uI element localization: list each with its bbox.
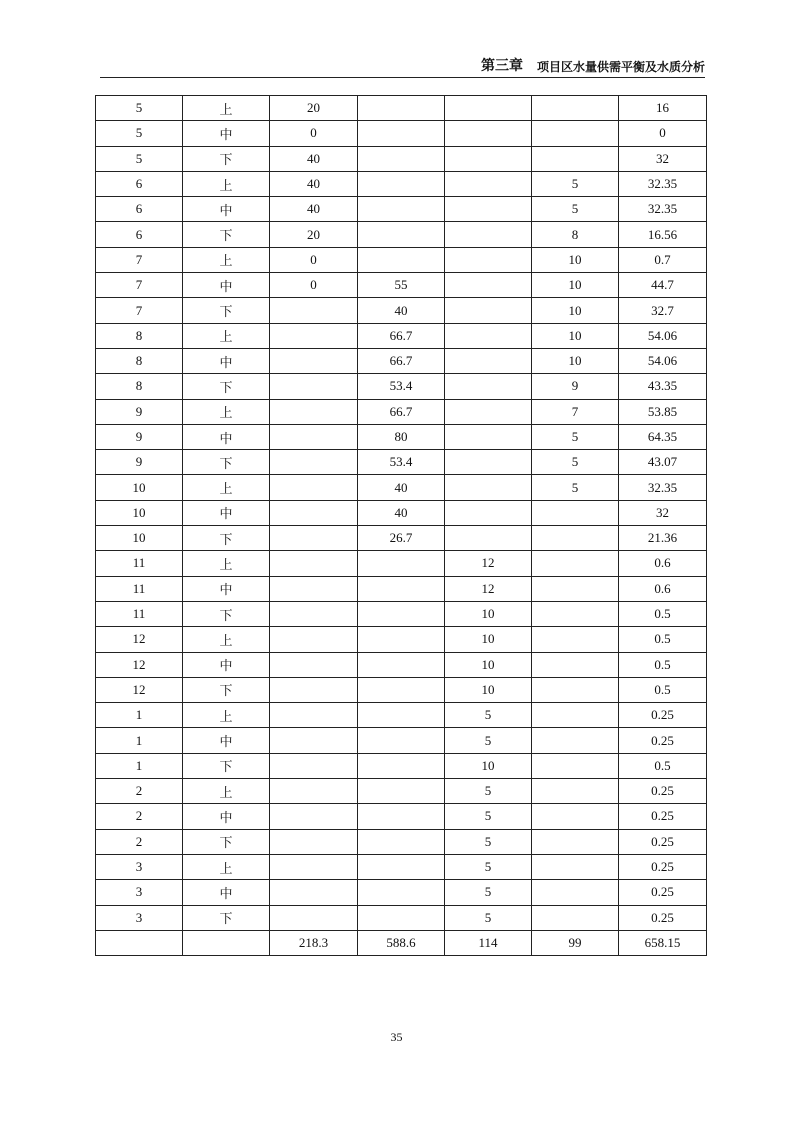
table-row	[96, 450, 707, 475]
value-col3-cell	[270, 677, 358, 702]
value-col5-cell: 10	[445, 652, 532, 677]
value-col5-cell: 10	[445, 753, 532, 778]
value-col4-cell	[358, 880, 445, 905]
total-cell: 32	[619, 500, 707, 525]
period-cell: 中	[183, 500, 270, 525]
value-col5-cell: 10	[445, 677, 532, 702]
value-col3-cell: 40	[270, 146, 358, 171]
value-col5-cell	[445, 348, 532, 373]
month-cell: 1	[96, 728, 183, 753]
total-cell: 0.6	[619, 576, 707, 601]
table-row	[96, 374, 707, 399]
total-cell: 0.25	[619, 779, 707, 804]
month-cell: 5	[96, 96, 183, 121]
month-cell: 8	[96, 374, 183, 399]
table-row	[96, 854, 707, 879]
period-cell: 下	[183, 526, 270, 551]
value-col3-cell	[270, 728, 358, 753]
period-cell: 下	[183, 601, 270, 626]
month-cell: 5	[96, 146, 183, 171]
period-cell: 上	[183, 323, 270, 348]
value-col6-cell: 9	[532, 374, 619, 399]
total-cell: 64.35	[619, 424, 707, 449]
table-row	[96, 222, 707, 247]
value-col6-cell	[532, 526, 619, 551]
value-col5-cell	[445, 171, 532, 196]
period-cell: 中	[183, 804, 270, 829]
period-cell: 上	[183, 854, 270, 879]
value-col4-cell	[358, 703, 445, 728]
value-col6-cell: 10	[532, 247, 619, 272]
value-col6-cell: 10	[532, 348, 619, 373]
value-col4-cell	[358, 576, 445, 601]
value-col3-cell	[270, 753, 358, 778]
total-cell: 0.7	[619, 247, 707, 272]
month-cell: 6	[96, 197, 183, 222]
month-cell: 3	[96, 880, 183, 905]
month-cell: 9	[96, 424, 183, 449]
value-col5-cell	[445, 500, 532, 525]
value-col4-cell	[358, 197, 445, 222]
month-cell: 11	[96, 576, 183, 601]
value-col6-cell	[532, 905, 619, 930]
month-cell: 7	[96, 273, 183, 298]
value-col3-cell: 218.3	[270, 930, 358, 955]
value-col5-cell	[445, 121, 532, 146]
value-col3-cell: 0	[270, 121, 358, 146]
value-col3-cell	[270, 450, 358, 475]
total-cell: 21.36	[619, 526, 707, 551]
chapter-number: 第三章	[480, 58, 523, 74]
table-row	[96, 273, 707, 298]
table-row	[96, 500, 707, 525]
value-col5-cell	[445, 475, 532, 500]
value-col6-cell: 7	[532, 399, 619, 424]
period-cell: 下	[183, 753, 270, 778]
value-col5-cell	[445, 273, 532, 298]
table-row	[96, 905, 707, 930]
period-cell: 上	[183, 96, 270, 121]
total-cell: 0.5	[619, 601, 707, 626]
value-col6-cell: 5	[532, 475, 619, 500]
value-col4-cell: 40	[358, 500, 445, 525]
value-col3-cell	[270, 399, 358, 424]
value-col5-cell: 5	[445, 880, 532, 905]
table-row	[96, 728, 707, 753]
month-cell: 7	[96, 298, 183, 323]
value-col6-cell	[532, 703, 619, 728]
value-col4-cell: 40	[358, 298, 445, 323]
month-cell: 8	[96, 323, 183, 348]
table-row	[96, 171, 707, 196]
total-cell: 32.35	[619, 475, 707, 500]
value-col3-cell	[270, 804, 358, 829]
value-col4-cell	[358, 779, 445, 804]
table-row	[96, 880, 707, 905]
value-col4-cell	[358, 753, 445, 778]
value-col4-cell	[358, 96, 445, 121]
total-cell: 0.25	[619, 703, 707, 728]
period-cell: 上	[183, 171, 270, 196]
month-cell: 11	[96, 601, 183, 626]
value-col5-cell: 5	[445, 728, 532, 753]
value-col5-cell: 5	[445, 829, 532, 854]
table-row	[96, 526, 707, 551]
value-col3-cell	[270, 424, 358, 449]
period-cell: 下	[183, 298, 270, 323]
value-col6-cell	[532, 146, 619, 171]
value-col6-cell	[532, 121, 619, 146]
table-row	[96, 424, 707, 449]
table-row	[96, 627, 707, 652]
value-col3-cell	[270, 880, 358, 905]
month-cell: 6	[96, 171, 183, 196]
value-col3-cell	[270, 905, 358, 930]
table-row	[96, 475, 707, 500]
period-cell: 下	[183, 222, 270, 247]
value-col6-cell: 5	[532, 197, 619, 222]
total-cell: 0.6	[619, 551, 707, 576]
value-col4-cell: 53.4	[358, 450, 445, 475]
period-cell: 中	[183, 121, 270, 146]
value-col4-cell	[358, 146, 445, 171]
period-cell: 下	[183, 905, 270, 930]
value-col6-cell: 10	[532, 273, 619, 298]
period-cell: 下	[183, 829, 270, 854]
value-col3-cell	[270, 652, 358, 677]
value-col4-cell	[358, 804, 445, 829]
value-col4-cell: 40	[358, 475, 445, 500]
table-row	[96, 703, 707, 728]
total-cell: 0.5	[619, 627, 707, 652]
period-cell: 下	[183, 146, 270, 171]
total-cell: 0	[619, 121, 707, 146]
period-cell: 中	[183, 576, 270, 601]
irrigation-data-table	[95, 95, 707, 956]
period-cell: 中	[183, 197, 270, 222]
value-col3-cell	[270, 551, 358, 576]
value-col6-cell	[532, 96, 619, 121]
value-col4-cell: 55	[358, 273, 445, 298]
value-col6-cell: 10	[532, 323, 619, 348]
value-col4-cell	[358, 728, 445, 753]
month-cell: 2	[96, 804, 183, 829]
total-cell: 16.56	[619, 222, 707, 247]
total-cell: 32	[619, 146, 707, 171]
total-cell: 0.25	[619, 880, 707, 905]
value-col4-cell	[358, 854, 445, 879]
total-cell: 43.07	[619, 450, 707, 475]
value-col3-cell	[270, 298, 358, 323]
page-header	[100, 58, 705, 78]
value-col3-cell	[270, 576, 358, 601]
period-cell: 中	[183, 728, 270, 753]
value-col5-cell	[445, 96, 532, 121]
period-cell: 上	[183, 779, 270, 804]
page-number: 35	[390, 1030, 403, 1044]
month-cell: 3	[96, 905, 183, 930]
table-row	[96, 652, 707, 677]
period-cell: 中	[183, 424, 270, 449]
value-col5-cell: 5	[445, 804, 532, 829]
value-col3-cell	[270, 374, 358, 399]
period-cell: 上	[183, 247, 270, 272]
value-col4-cell	[358, 171, 445, 196]
month-cell: 1	[96, 753, 183, 778]
table-row	[96, 753, 707, 778]
total-cell: 0.25	[619, 905, 707, 930]
value-col4-cell	[358, 677, 445, 702]
month-cell	[96, 930, 183, 955]
month-cell: 10	[96, 475, 183, 500]
month-cell: 10	[96, 526, 183, 551]
period-cell: 中	[183, 652, 270, 677]
month-cell: 7	[96, 247, 183, 272]
total-cell: 32.35	[619, 197, 707, 222]
value-col6-cell	[532, 627, 619, 652]
table-row	[96, 197, 707, 222]
value-col6-cell	[532, 804, 619, 829]
value-col4-cell: 66.7	[358, 323, 445, 348]
value-col3-cell: 0	[270, 273, 358, 298]
month-cell: 2	[96, 779, 183, 804]
value-col3-cell	[270, 500, 358, 525]
value-col5-cell	[445, 450, 532, 475]
period-cell: 中	[183, 273, 270, 298]
value-col4-cell	[358, 829, 445, 854]
month-cell: 1	[96, 703, 183, 728]
value-col3-cell	[270, 854, 358, 879]
table-row	[96, 804, 707, 829]
value-col6-cell	[532, 677, 619, 702]
table-row	[96, 96, 707, 121]
value-col6-cell	[532, 854, 619, 879]
value-col6-cell	[532, 601, 619, 626]
value-col5-cell	[445, 399, 532, 424]
value-col5-cell: 5	[445, 905, 532, 930]
value-col3-cell	[270, 627, 358, 652]
value-col5-cell: 114	[445, 930, 532, 955]
value-col4-cell: 26.7	[358, 526, 445, 551]
value-col5-cell: 5	[445, 854, 532, 879]
value-col3-cell: 40	[270, 197, 358, 222]
total-cell: 32.35	[619, 171, 707, 196]
total-cell: 0.5	[619, 677, 707, 702]
value-col3-cell	[270, 779, 358, 804]
value-col3-cell	[270, 348, 358, 373]
total-cell: 0.25	[619, 854, 707, 879]
value-col5-cell: 5	[445, 703, 532, 728]
table-row	[96, 348, 707, 373]
value-col5-cell: 12	[445, 576, 532, 601]
value-col4-cell: 53.4	[358, 374, 445, 399]
value-col4-cell	[358, 551, 445, 576]
value-col5-cell	[445, 247, 532, 272]
value-col3-cell: 20	[270, 222, 358, 247]
value-col3-cell	[270, 703, 358, 728]
value-col4-cell	[358, 247, 445, 272]
total-cell: 32.7	[619, 298, 707, 323]
value-col3-cell	[270, 829, 358, 854]
table-total-row	[96, 930, 707, 955]
total-cell: 53.85	[619, 399, 707, 424]
month-cell: 12	[96, 627, 183, 652]
value-col3-cell: 20	[270, 96, 358, 121]
total-cell: 0.5	[619, 753, 707, 778]
table-row	[96, 601, 707, 626]
value-col4-cell	[358, 905, 445, 930]
table-body	[96, 96, 707, 956]
month-cell: 3	[96, 854, 183, 879]
value-col6-cell: 8	[532, 222, 619, 247]
value-col6-cell	[532, 652, 619, 677]
value-col4-cell	[358, 222, 445, 247]
value-col5-cell: 10	[445, 601, 532, 626]
value-col5-cell	[445, 323, 532, 348]
table-row	[96, 399, 707, 424]
month-cell: 6	[96, 222, 183, 247]
month-cell: 9	[96, 450, 183, 475]
period-cell: 上	[183, 399, 270, 424]
table-row	[96, 323, 707, 348]
month-cell: 11	[96, 551, 183, 576]
value-col5-cell	[445, 146, 532, 171]
table-row	[96, 677, 707, 702]
value-col4-cell	[358, 627, 445, 652]
value-col5-cell: 12	[445, 551, 532, 576]
month-cell: 2	[96, 829, 183, 854]
value-col6-cell	[532, 880, 619, 905]
value-col3-cell	[270, 601, 358, 626]
value-col6-cell: 5	[532, 424, 619, 449]
month-cell: 8	[96, 348, 183, 373]
period-cell: 中	[183, 880, 270, 905]
value-col4-cell: 588.6	[358, 930, 445, 955]
value-col3-cell: 0	[270, 247, 358, 272]
value-col4-cell: 66.7	[358, 348, 445, 373]
value-col6-cell	[532, 551, 619, 576]
value-col4-cell: 80	[358, 424, 445, 449]
month-cell: 12	[96, 677, 183, 702]
value-col6-cell	[532, 829, 619, 854]
table-row	[96, 146, 707, 171]
value-col5-cell: 5	[445, 779, 532, 804]
period-cell: 上	[183, 703, 270, 728]
table-row	[96, 551, 707, 576]
period-cell: 下	[183, 374, 270, 399]
table-row	[96, 298, 707, 323]
total-cell: 44.7	[619, 273, 707, 298]
value-col6-cell	[532, 779, 619, 804]
period-cell	[183, 930, 270, 955]
month-cell: 5	[96, 121, 183, 146]
value-col5-cell	[445, 197, 532, 222]
value-col3-cell	[270, 526, 358, 551]
total-cell: 16	[619, 96, 707, 121]
total-cell: 658.15	[619, 930, 707, 955]
value-col4-cell	[358, 121, 445, 146]
period-cell: 上	[183, 475, 270, 500]
value-col6-cell: 5	[532, 171, 619, 196]
value-col3-cell	[270, 323, 358, 348]
value-col6-cell	[532, 753, 619, 778]
chapter-title: 项目区水量供需平衡及水质分析	[536, 60, 705, 74]
period-cell: 下	[183, 677, 270, 702]
total-cell: 0.25	[619, 829, 707, 854]
table-row	[96, 779, 707, 804]
value-col5-cell: 10	[445, 627, 532, 652]
total-cell: 43.35	[619, 374, 707, 399]
value-col3-cell	[270, 475, 358, 500]
period-cell: 下	[183, 450, 270, 475]
value-col5-cell	[445, 424, 532, 449]
total-cell: 0.5	[619, 652, 707, 677]
value-col6-cell	[532, 500, 619, 525]
value-col5-cell	[445, 298, 532, 323]
value-col4-cell	[358, 601, 445, 626]
table-row	[96, 829, 707, 854]
month-cell: 10	[96, 500, 183, 525]
value-col6-cell: 99	[532, 930, 619, 955]
value-col5-cell	[445, 222, 532, 247]
value-col6-cell	[532, 728, 619, 753]
value-col6-cell: 5	[532, 450, 619, 475]
value-col5-cell	[445, 526, 532, 551]
table-row	[96, 247, 707, 272]
value-col6-cell: 10	[532, 298, 619, 323]
period-cell: 上	[183, 551, 270, 576]
table-row	[96, 576, 707, 601]
total-cell: 54.06	[619, 323, 707, 348]
value-col5-cell	[445, 374, 532, 399]
period-cell: 上	[183, 627, 270, 652]
month-cell: 9	[96, 399, 183, 424]
total-cell: 0.25	[619, 728, 707, 753]
table-row	[96, 121, 707, 146]
total-cell: 0.25	[619, 804, 707, 829]
total-cell: 54.06	[619, 348, 707, 373]
value-col6-cell	[532, 576, 619, 601]
period-cell: 中	[183, 348, 270, 373]
value-col4-cell: 66.7	[358, 399, 445, 424]
value-col4-cell	[358, 652, 445, 677]
value-col3-cell: 40	[270, 171, 358, 196]
month-cell: 12	[96, 652, 183, 677]
